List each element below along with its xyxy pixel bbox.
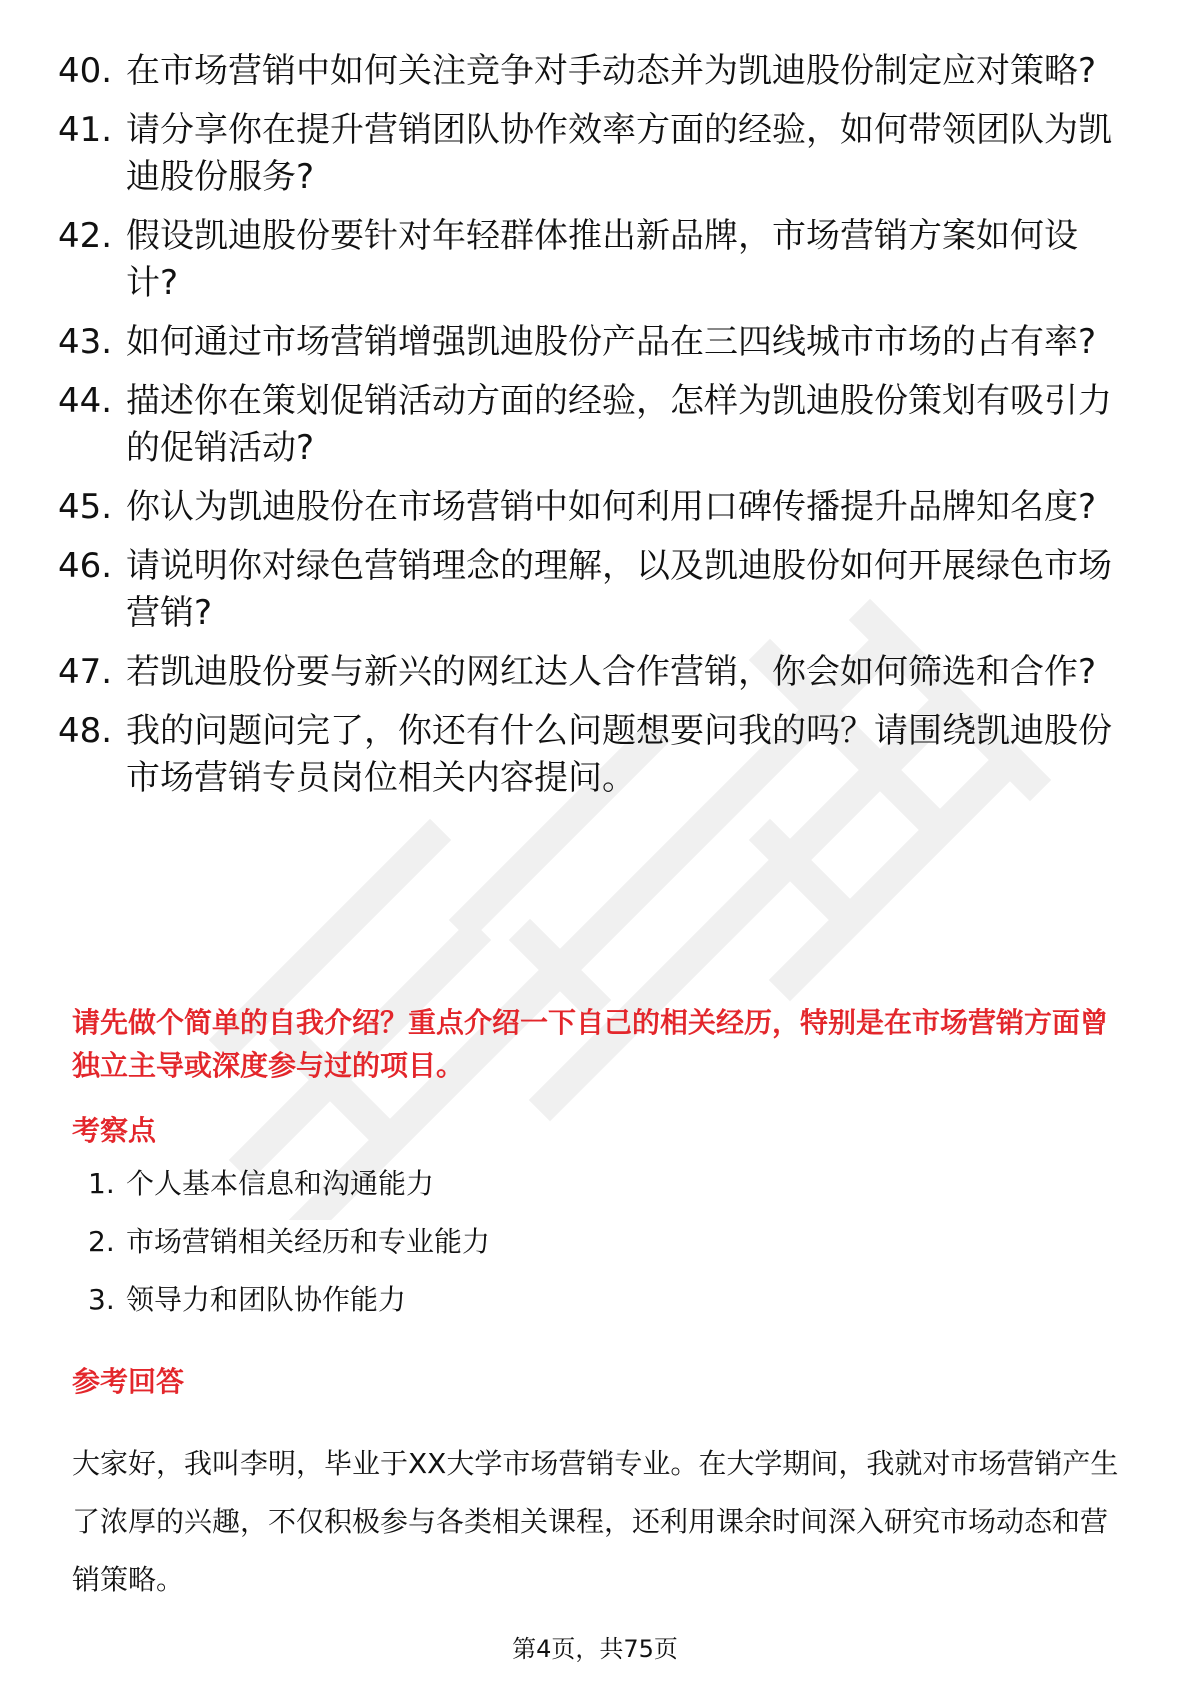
assessment-text: 领导力和团队协作能力 <box>126 1283 407 1316</box>
question-text: 若凯迪股份要与新兴的网红达人合作营销，你会如何筛选和合作? <box>126 652 1097 692</box>
question-text: 你认为凯迪股份在市场营销中如何利用口碑传播提升品牌知名度? <box>126 487 1097 527</box>
question-number: 45. <box>58 487 113 527</box>
question-item <box>58 378 1118 472</box>
question-text: 如何通过市场营销增强凯迪股份产品在三四线城市市场的占有率? <box>126 322 1097 362</box>
question-item <box>58 48 1118 95</box>
assessment-text: 市场营销相关经历和专业能力 <box>126 1225 491 1258</box>
question-number: 43. <box>58 322 113 362</box>
question-item <box>58 649 1118 696</box>
page-footer: 第4页，共75页 <box>512 1635 678 1663</box>
question-number: 48. <box>58 711 113 751</box>
assessment-item <box>88 1282 988 1318</box>
assessment-item <box>88 1166 988 1202</box>
question-number: 46. <box>58 546 113 586</box>
question-text: 描述你在策划促销活动方面的经验，怎样为凯迪股份策划有吸引力的促销活动? <box>126 381 1112 468</box>
question-number: 42. <box>58 216 113 256</box>
question-list <box>58 48 1118 814</box>
question-item <box>58 107 1118 201</box>
assessment-item <box>88 1224 988 1260</box>
assessment-list <box>88 1166 988 1340</box>
question-text: 在市场营销中如何关注竞争对手动态并为凯迪股份制定应对策略? <box>126 51 1097 91</box>
question-number: 41. <box>58 110 113 150</box>
question-text: 请分享你在提升营销团队协作效率方面的经验，如何带领团队为凯迪股份服务? <box>126 110 1112 197</box>
assessment-number: 1. <box>88 1167 115 1200</box>
question-item <box>58 484 1118 531</box>
reference-title: 参考回答 <box>72 1365 185 1398</box>
question-text: 假设凯迪股份要针对年轻群体推出新品牌，市场营销方案如何设计? <box>126 216 1078 303</box>
assessment-text: 个人基本信息和沟通能力 <box>126 1167 435 1200</box>
question-item <box>58 319 1118 366</box>
question-item <box>58 543 1118 637</box>
assessment-number: 3. <box>88 1283 115 1316</box>
question-number: 44. <box>58 381 113 421</box>
assessment-title: 考察点 <box>72 1114 157 1147</box>
assessment-number: 2. <box>88 1225 115 1258</box>
featured-question: 请先做个简单的自我介绍？重点介绍一下自己的相关经历，特别是在市场营销方面曾独立主导或深度参与过的项目。 <box>72 1006 1109 1082</box>
question-text: 请说明你对绿色营销理念的理解，以及凯迪股份如何开展绿色市场营销? <box>126 546 1112 633</box>
question-number: 47. <box>58 652 113 692</box>
question-item <box>58 708 1118 802</box>
question-text: 我的问题问完了，你还有什么问题想要问我的吗？请围绕凯迪股份市场营销专员岗位相关内容提问。 <box>126 711 1112 798</box>
question-item <box>58 213 1118 307</box>
question-number: 40. <box>58 51 113 91</box>
reference-answer: 大家好，我叫李明，毕业于XX大学市场营销专业。在大学期间，我就对市场营销产生了浓厚的兴趣，不仅积极参与各类相关课程，还利用课余时间深入研究市场动态和营销策略。 <box>72 1447 1119 1596</box>
